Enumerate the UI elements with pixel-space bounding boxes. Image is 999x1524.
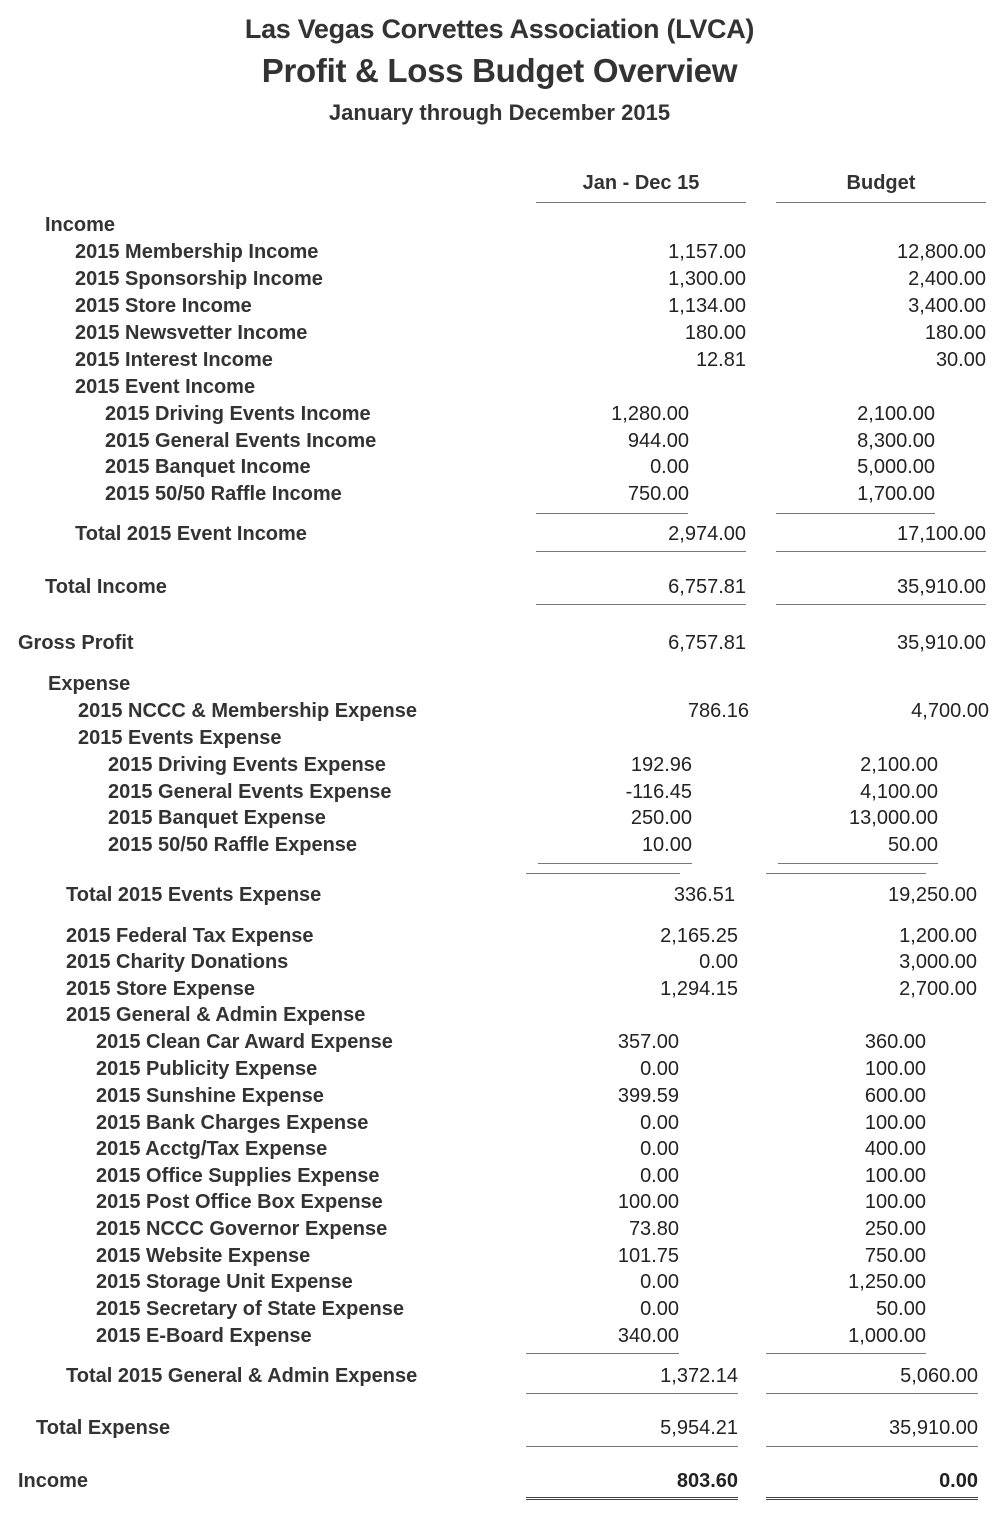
budget-value: 100.00 (864, 1191, 926, 1213)
actual-value: 1,157.00 (668, 241, 746, 263)
header-rule-budget (776, 202, 986, 203)
budget-value: 13,000.00 (849, 807, 938, 829)
subtotal-rule (776, 513, 935, 514)
budget-value: 2,100.00 (857, 403, 935, 425)
account-row (0, 322, 999, 348)
section-heading-row (0, 673, 999, 699)
double-total-rule (766, 1497, 978, 1503)
actual-value: -116.45 (625, 781, 692, 803)
subtotal-rule (778, 863, 938, 864)
account-label: 2015 50/50 Raffle Expense (108, 834, 358, 856)
account-label: 2015 NCCC Governor Expense (96, 1218, 388, 1240)
budget-value: 100.00 (864, 1165, 926, 1187)
account-label: 2015 Event Income (75, 376, 256, 398)
subtotal-rule (526, 1353, 679, 1354)
total-row (0, 523, 999, 549)
account-row (0, 1298, 999, 1324)
total-row (0, 1365, 999, 1391)
budget-value: 0.00 (939, 1470, 978, 1492)
budget-value: 35,910.00 (889, 1417, 978, 1439)
actual-value: 100.00 (617, 1191, 679, 1213)
account-label: 2015 Publicity Expense (96, 1058, 318, 1080)
subtotal-rule (526, 1393, 738, 1394)
section-heading-row (0, 376, 999, 402)
actual-value: 1,280.00 (611, 403, 689, 425)
actual-value: 250.00 (630, 807, 692, 829)
double-total-rule (526, 1497, 738, 1503)
actual-value: 5,954.21 (660, 1417, 738, 1439)
account-label: 2015 Office Supplies Expense (96, 1165, 380, 1187)
account-label: 2015 Secretary of State Expense (96, 1298, 404, 1320)
account-label: 2015 50/50 Raffle Income (105, 483, 342, 505)
account-row (0, 1271, 999, 1297)
actual-value: 1,300.00 (668, 268, 746, 290)
account-label: 2015 Store Expense (66, 978, 255, 1000)
budget-value: 750.00 (864, 1245, 926, 1267)
account-label: Total Income (45, 576, 167, 598)
account-row (0, 1245, 999, 1271)
actual-value: 1,372.14 (660, 1365, 738, 1387)
budget-value: 35,910.00 (897, 632, 986, 654)
actual-value: 944.00 (627, 430, 689, 452)
total-row (0, 884, 999, 910)
actual-value: 0.00 (699, 951, 738, 973)
subtotal-rule (526, 1446, 738, 1447)
account-label: Total 2015 General & Admin Expense (66, 1365, 418, 1387)
account-row (0, 978, 999, 1004)
subtotal-rule (766, 1353, 926, 1354)
actual-value: 0.00 (640, 1138, 679, 1160)
actual-value: 192.96 (630, 754, 692, 776)
account-row (0, 430, 999, 456)
actual-value: 12.81 (695, 349, 746, 371)
actual-value: 357.00 (617, 1031, 679, 1053)
header-rule-actual (536, 202, 746, 203)
budget-value: 12,800.00 (897, 241, 986, 263)
account-label: Expense (48, 673, 131, 695)
account-row (0, 403, 999, 429)
account-label: 2015 Newsvetter Income (75, 322, 308, 344)
actual-value: 803.60 (676, 1470, 738, 1492)
budget-value: 180.00 (924, 322, 986, 344)
account-row (0, 1325, 999, 1351)
budget-value: 4,700.00 (911, 700, 989, 722)
subtotal-rule (536, 513, 688, 514)
account-label: 2015 Sponsorship Income (75, 268, 323, 290)
account-label: 2015 Events Expense (78, 727, 282, 749)
subtotal-rule (766, 873, 926, 874)
subtotal-rule (536, 604, 746, 605)
account-row (0, 834, 999, 860)
account-row (0, 754, 999, 780)
account-label: 2015 Sunshine Expense (96, 1085, 324, 1107)
actual-value: 0.00 (650, 456, 689, 478)
subtotal-rule (776, 551, 986, 552)
actual-value: 6,757.81 (668, 576, 746, 598)
account-label: 2015 Membership Income (75, 241, 319, 263)
budget-value: 2,400.00 (908, 268, 986, 290)
actual-value: 73.80 (628, 1218, 679, 1240)
total-row (0, 632, 999, 658)
budget-value: 19,250.00 (888, 884, 977, 906)
actual-value: 2,974.00 (668, 523, 746, 545)
account-row (0, 1112, 999, 1138)
account-row (0, 1138, 999, 1164)
account-label: 2015 Charity Donations (66, 951, 289, 973)
actual-value: 1,134.00 (668, 295, 746, 317)
report-title: Profit & Loss Budget Overview (261, 52, 738, 89)
actual-value: 180.00 (684, 322, 746, 344)
account-label: Total 2015 Event Income (75, 523, 307, 545)
subtotal-rule (536, 551, 746, 552)
actual-value: 0.00 (640, 1298, 679, 1320)
budget-value: 30.00 (935, 349, 986, 371)
account-row (0, 1085, 999, 1111)
actual-value: 340.00 (617, 1325, 679, 1347)
account-label: Total Expense (36, 1417, 171, 1439)
budget-value: 2,700.00 (899, 978, 977, 1000)
account-label: 2015 Store Income (75, 295, 252, 317)
total-row (0, 1470, 999, 1496)
account-label: 2015 Bank Charges Expense (96, 1112, 369, 1134)
budget-value: 5,000.00 (857, 456, 935, 478)
account-label: 2015 Interest Income (75, 349, 273, 371)
account-row (0, 1218, 999, 1244)
budget-value: 2,100.00 (860, 754, 938, 776)
actual-value: 750.00 (627, 483, 689, 505)
account-label: 2015 Federal Tax Expense (66, 925, 314, 947)
section-heading-row (0, 214, 999, 240)
account-row (0, 807, 999, 833)
account-label: 2015 General & Admin Expense (66, 1004, 366, 1026)
report-period: January through December 2015 (328, 100, 671, 125)
budget-value: 1,000.00 (848, 1325, 926, 1347)
budget-value: 17,100.00 (897, 523, 986, 545)
account-row (0, 1165, 999, 1191)
budget-value: 50.00 (875, 1298, 926, 1320)
account-label: Income (18, 1470, 89, 1492)
actual-value: 0.00 (640, 1165, 679, 1187)
account-row (0, 781, 999, 807)
account-label: 2015 Driving Events Income (105, 403, 371, 425)
budget-value: 1,250.00 (848, 1271, 926, 1293)
account-row (0, 241, 999, 267)
total-row (0, 576, 999, 602)
actual-value: 0.00 (640, 1271, 679, 1293)
budget-value: 1,700.00 (857, 483, 935, 505)
account-label: 2015 General Events Expense (108, 781, 392, 803)
budget-value: 3,400.00 (908, 295, 986, 317)
account-row (0, 700, 999, 726)
account-label: 2015 NCCC & Membership Expense (78, 700, 418, 722)
actual-value: 101.75 (617, 1245, 679, 1267)
actual-value: 786.16 (687, 700, 749, 722)
account-label: 2015 Banquet Income (105, 456, 311, 478)
account-label: 2015 General Events Income (105, 430, 377, 452)
account-row (0, 951, 999, 977)
budget-value: 360.00 (864, 1031, 926, 1053)
subtotal-rule (538, 863, 692, 864)
account-row (0, 349, 999, 375)
actual-value: 336.51 (673, 884, 735, 906)
subtotal-rule (766, 1393, 978, 1394)
account-label: 2015 Website Expense (96, 1245, 311, 1267)
subtotal-rule (776, 604, 986, 605)
account-label: 2015 Post Office Box Expense (96, 1191, 383, 1213)
budget-value: 250.00 (864, 1218, 926, 1240)
account-row (0, 1031, 999, 1057)
section-heading-row (0, 1004, 999, 1030)
subtotal-rule (526, 873, 680, 874)
budget-value: 100.00 (864, 1112, 926, 1134)
account-row (0, 1191, 999, 1217)
account-label: 2015 Acctg/Tax Expense (96, 1138, 328, 1160)
actual-value: 6,757.81 (668, 632, 746, 654)
budget-value: 400.00 (864, 1138, 926, 1160)
account-label: 2015 Banquet Expense (108, 807, 326, 829)
actual-value: 0.00 (640, 1112, 679, 1134)
account-label: Total 2015 Events Expense (66, 884, 322, 906)
budget-value: 35,910.00 (897, 576, 986, 598)
organization-name: Las Vegas Corvettes Association (LVCA) (244, 14, 755, 44)
actual-value: 1,294.15 (660, 978, 738, 1000)
column-header-budget: Budget (846, 172, 916, 194)
budget-value: 100.00 (864, 1058, 926, 1080)
account-row (0, 483, 999, 509)
account-label: Income (45, 214, 116, 236)
budget-value: 1,200.00 (899, 925, 977, 947)
account-label: Gross Profit (18, 632, 134, 654)
actual-value: 2,165.25 (660, 925, 738, 947)
column-header-actual: Jan - Dec 15 (582, 172, 700, 194)
account-row (0, 1058, 999, 1084)
budget-value: 50.00 (887, 834, 938, 856)
budget-value: 4,100.00 (860, 781, 938, 803)
budget-value: 600.00 (864, 1085, 926, 1107)
actual-value: 0.00 (640, 1058, 679, 1080)
account-label: 2015 Driving Events Expense (108, 754, 386, 776)
account-row (0, 456, 999, 482)
section-heading-row (0, 727, 999, 753)
account-row (0, 295, 999, 321)
actual-value: 10.00 (641, 834, 692, 856)
budget-value: 8,300.00 (857, 430, 935, 452)
subtotal-rule (766, 1446, 978, 1447)
account-label: 2015 Storage Unit Expense (96, 1271, 353, 1293)
account-label: 2015 Clean Car Award Expense (96, 1031, 393, 1053)
budget-value: 5,060.00 (900, 1365, 978, 1387)
actual-value: 399.59 (617, 1085, 679, 1107)
total-row (0, 1417, 999, 1443)
budget-value: 3,000.00 (899, 951, 977, 973)
account-row (0, 268, 999, 294)
account-label: 2015 E-Board Expense (96, 1325, 312, 1347)
account-row (0, 925, 999, 951)
